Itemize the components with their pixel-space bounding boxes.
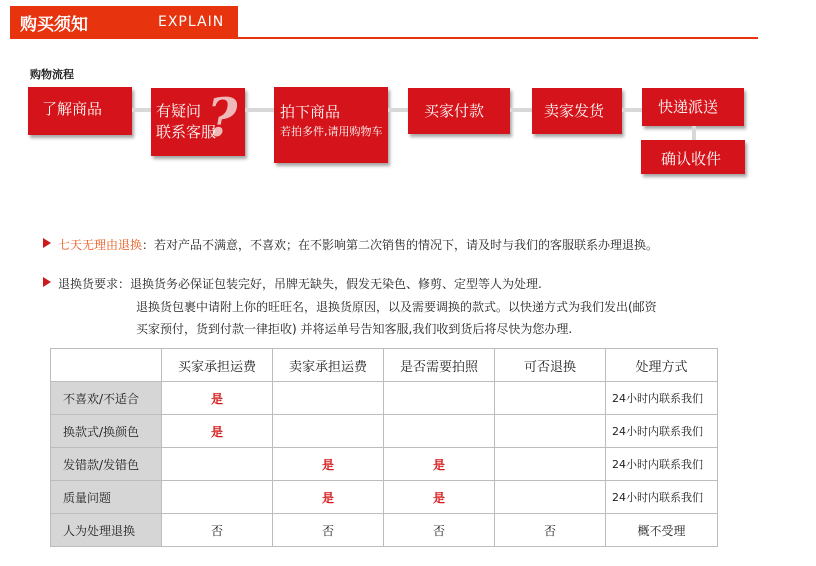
flow-connector	[692, 126, 696, 140]
table-cell: 否	[384, 514, 495, 547]
table-cell: 是	[273, 481, 384, 514]
table-cell: 24小时内联系我们	[606, 481, 718, 514]
flow-step-contact-service	[151, 88, 245, 156]
table-cell: 是	[162, 415, 273, 448]
flow-connector	[388, 108, 408, 112]
question-mark-icon: ?	[207, 88, 238, 149]
table-row	[51, 448, 718, 481]
table-cell: 概不受理	[606, 514, 718, 547]
table-header-cell: 买家承担运费	[162, 349, 273, 382]
table-header-cell: 可否退换	[495, 349, 606, 382]
table-cell	[273, 415, 384, 448]
table-row	[51, 415, 718, 448]
table-cell	[495, 481, 606, 514]
flow-connector	[132, 108, 151, 112]
table-header-cell: 处理方式	[606, 349, 718, 382]
table-cell: 否	[162, 514, 273, 547]
flow-connector	[622, 108, 642, 112]
table-cell	[162, 481, 273, 514]
flow-step-label: 买家付款	[424, 102, 485, 120]
return-requirements-text: ：退换货务必保证包装完好，吊牌无缺失，假发无染色、修剪、定型等人为处理.	[118, 277, 542, 291]
flow-step-label: 拍下商品	[280, 103, 341, 121]
table-header-cell	[51, 349, 162, 382]
table-cell: 否	[495, 514, 606, 547]
table-row	[51, 481, 718, 514]
seven-day-return-highlight: 七天无理由退换	[58, 238, 143, 252]
table-cell: 是	[384, 481, 495, 514]
bullet-arrow-icon	[43, 238, 51, 248]
flow-step-delivery	[642, 88, 744, 126]
table-cell: 24小时内联系我们	[606, 448, 718, 481]
flow-step-label: 联系客服	[156, 123, 217, 141]
flow-step-seller-ships	[532, 88, 622, 134]
flow-step-label: 快递派送	[658, 98, 719, 116]
return-requirements-line-3: 买家预付，货到付款一律拒收) 并将运单号告知客服,我们收到货后将尽快为您办理.	[136, 322, 573, 336]
row-label: 发错款/发错色	[51, 448, 162, 481]
flow-step-label: 了解商品	[42, 100, 103, 118]
flow-step-confirm-receipt	[641, 140, 745, 174]
section-subtitle: EXPLAIN	[158, 14, 225, 30]
flow-step-place-order	[274, 87, 388, 163]
table-cell	[273, 382, 384, 415]
table-cell	[162, 448, 273, 481]
row-label: 人为处理退换	[51, 514, 162, 547]
flow-connector	[510, 108, 532, 112]
table-cell	[495, 415, 606, 448]
table-cell: 24小时内联系我们	[606, 415, 718, 448]
table-cell: 是	[273, 448, 384, 481]
row-label: 换款式/换颜色	[51, 415, 162, 448]
flow-step-label: 卖家发货	[544, 102, 605, 120]
return-requirements-label: 退换货要求	[58, 277, 119, 291]
table-cell: 否	[273, 514, 384, 547]
seven-day-return-text: ：若对产品不满意，不喜欢；在不影响第二次销售的情况下，请及时与我们的客服联系办理退换。	[142, 238, 659, 252]
table-header-cell: 是否需要拍照	[384, 349, 495, 382]
section-header	[10, 6, 238, 38]
flow-step-label: 确认收件	[661, 150, 722, 168]
table-cell	[495, 448, 606, 481]
flow-label: 购物流程	[30, 68, 74, 81]
table-cell	[384, 415, 495, 448]
return-policy-table	[50, 348, 718, 547]
table-cell	[384, 382, 495, 415]
table-row	[51, 514, 718, 547]
row-label: 质量问题	[51, 481, 162, 514]
section-title: 购买须知	[20, 15, 88, 35]
header-divider	[10, 37, 758, 39]
flow-step-buyer-pays	[408, 88, 510, 134]
table-cell: 是	[384, 448, 495, 481]
seven-day-return-line	[58, 236, 658, 253]
table-cell: 24小时内联系我们	[606, 382, 718, 415]
row-label: 不喜欢/不适合	[51, 382, 162, 415]
flow-connector	[245, 108, 274, 112]
bullet-arrow-icon	[43, 277, 51, 287]
return-requirements-line-2: 退换货包裹中请附上你的旺旺名，退换货原因，以及需要调换的款式。以快递方式为我们发出(邮资	[136, 300, 657, 314]
table-header-cell: 卖家承担运费	[273, 349, 384, 382]
table-row	[51, 382, 718, 415]
table-header-row	[51, 349, 718, 382]
return-requirements-line	[58, 275, 542, 292]
table-cell: 是	[162, 382, 273, 415]
flow-step-note: 若拍多件,请用购物车	[280, 125, 383, 138]
flow-step-learn-product	[28, 87, 132, 135]
flow-step-label: 有疑问	[156, 102, 202, 120]
table-cell	[495, 382, 606, 415]
